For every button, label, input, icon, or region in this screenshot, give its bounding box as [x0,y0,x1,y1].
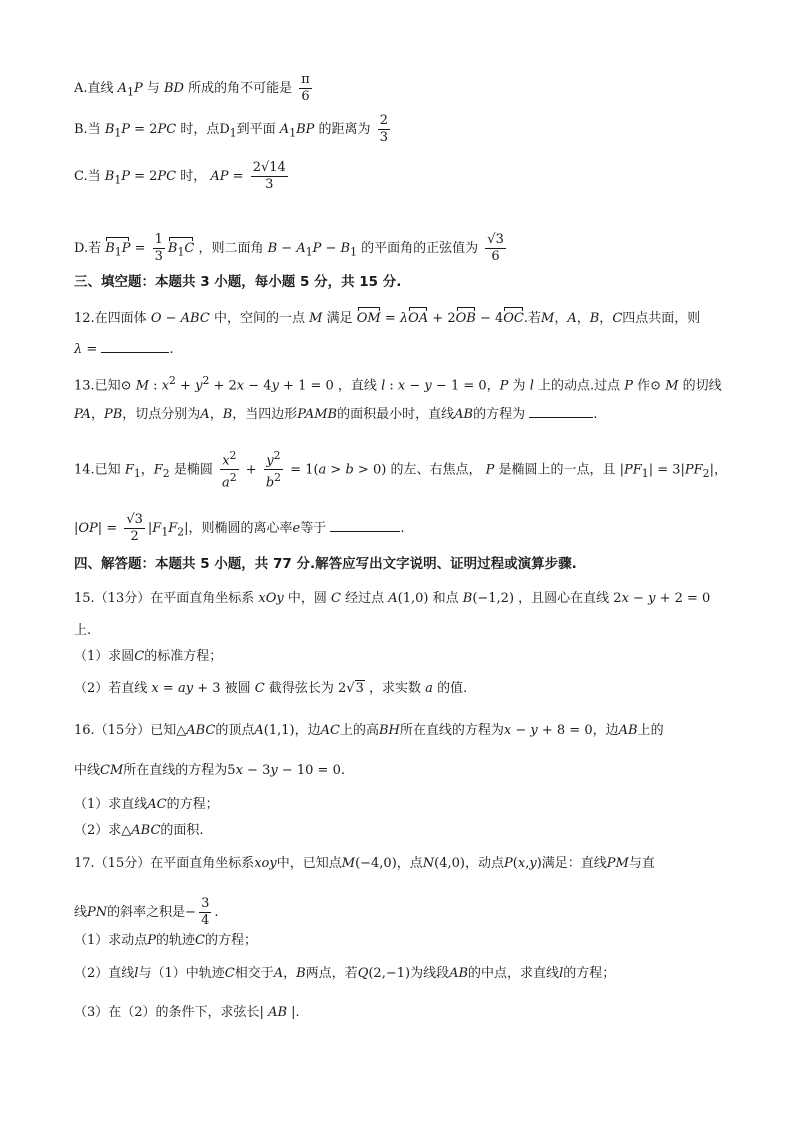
question-16-line-2: 中线CM所在直线的方程为5x − 3y − 10 = 0. [74,763,345,778]
option-b: B.当 $B_1P = 2PC$ 时，点$D_1$到平面 $A_1BP$ 的距离为 $\frac{2}{3}$ [74,113,388,145]
question-17-line-1: 17.（15分）在平面直角坐标系xoy中，已知点M(−4,0)，点N(4,0)，动点P(x,y)满足：直线PM与直 [74,856,655,871]
question-15-part-2: （2）若直线 x = ay + 3 被圆 C 截得弦长为 2√3 ，求实数 a 的值. [74,681,468,696]
question-17-part-2: （2）直线l与（1）中轨迹C相交于A，B两点，若Q(2,−1)为线段AB的中点，求直线l的方程； [74,966,616,981]
section-heading-fill-in: 三、填空题：本题共 3 小题，每小题 5 分，共 15 分. [74,274,402,290]
question-12-line-2: λ = . [74,342,174,357]
question-12-line-1: 12.在四面体 O − ABC 中，空间的一点 M 满足 OM = λOA + 2OB − 4OC.若M，A，B，C四点共面，则 [74,311,701,326]
question-13-line-1: 13.已知⊙ M : $x^2 + y^2 + 2x - 4y + 1 = 0$ ，直线 l : x − y − 1 = 0，P 为 l 上的动点.过点 P 作⊙ M 的切线 [74,374,722,394]
question-16-part-2: （2）求△ABC的面积. [74,823,204,838]
question-15-line-1: 15.（13分）在平面直角坐标系 xOy 中，圆 C 经过点 A(1,0) 和点 B(−1,2) ，且圆心在直线 2x − y + 2 = 0 [74,591,711,606]
question-13-line-2: PA，PB，切点分别为A，B，当四边形PAMB的面积最小时，直线AB的方程为 . [74,407,598,422]
option-a: A.直线 $A_1P$ 与 BD 所成的角不可能是 $\frac{\pi}{6}$ [74,72,310,104]
fraction-2-over-3: $\frac{2}{3}$ [379,113,388,145]
question-17-part-3: （3）在（2）的条件下，求弦长| AB |. [74,1005,300,1020]
question-14-line-2: |OP| = $\frac{√3}{2}$ $|F_1F_2|$，则椭圆的离心率e等于 . [74,512,405,544]
fraction-pi-over-6: $\frac{\pi}{6}$ [301,72,310,104]
question-15-line-2: 上. [74,623,92,638]
question-15-part-1: （1）求圆C的标准方程； [74,649,223,664]
option-d: D.若 $B_1P$ = $\frac{1}{3}$ $B_1C$ ，则二面角 $B - A_1P - B_1$ 的平面角的正弦值为 $\frac{√3}{6}$ [74,232,504,264]
answer-blank-14[interactable] [330,519,400,532]
question-17-line-2: 线PN的斜率之积是− $\frac{3}{4}$ . [74,896,219,928]
fraction-2sqrt14-over-3: $\frac{2√14}{3}$ [252,160,286,192]
answer-blank-12[interactable] [101,340,169,353]
question-16-part-1: （1）求直线AC的方程； [74,797,219,812]
question-16-line-1: 16.（15分）已知△ABC的顶点A(1,1)，边AC上的高BH所在直线的方程为x − y + 8 = 0，边AB上的 [74,723,664,738]
question-14-line-1: 14.已知 $F_1$，$F_2$ 是椭圆 $\frac{x^2}{a^2}$ + $\frac{y^2}{b^2}$ = 1(a > b > 0) 的左、右焦点， P 是椭圆上的一点，且 $|PF_1| = 3|PF_2|$， [74,449,727,491]
fraction-sqrt3-over-6: $\frac{√3}{6}$ [487,232,504,264]
section-heading-solutions: 四、解答题：本题共 5 小题，共 77 分.解答应写出文字说明、证明过程或演算步骤. [74,556,577,572]
answer-blank-13[interactable] [529,405,593,418]
fraction-3-over-4: $\frac{3}{4}$ [201,896,210,928]
option-c: C.当 $B_1P = 2PC$ 时， AP = $\frac{2√14}{3}$ [74,160,286,192]
question-17-part-1: （1）求动点P的轨迹C的方程； [74,933,258,948]
